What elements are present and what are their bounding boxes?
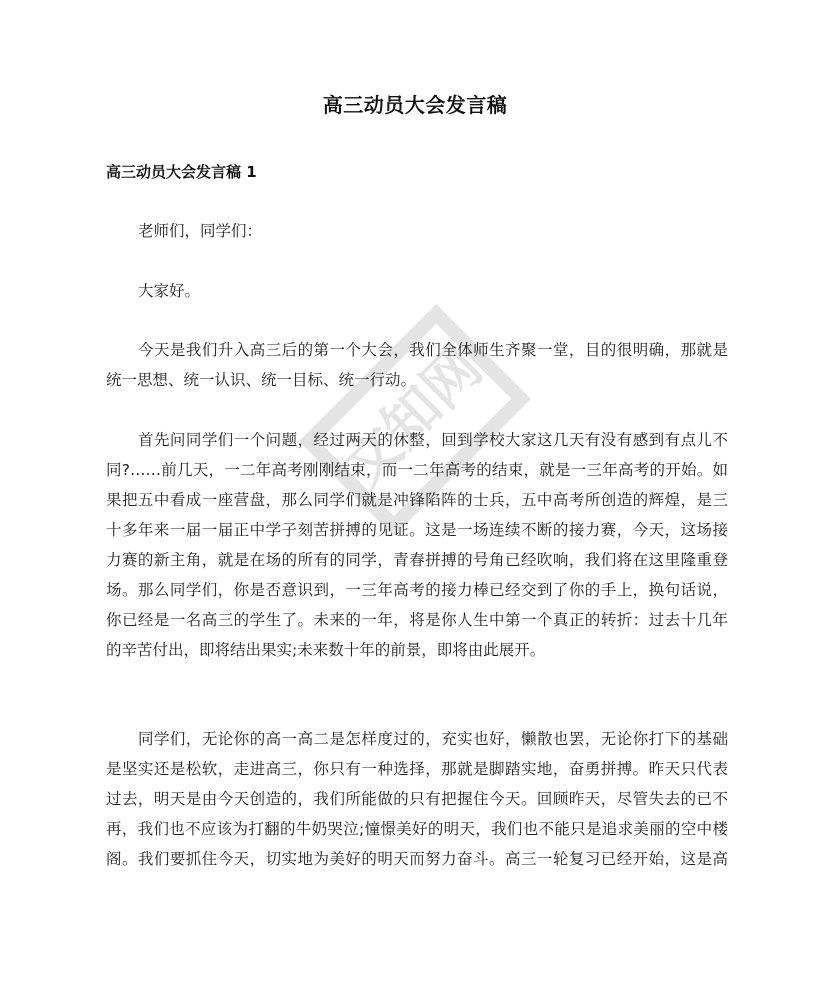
- paragraph-salutation: [106, 216, 728, 246]
- paragraph-line: 十多年来一届一届正中学子刻苦拼搏的见证。这是一场连续不断的接力赛，今天，这场接: [106, 521, 728, 539]
- paragraph-line: 阁。我们要抓住今天，切实地为美好的明天而努力奋斗。高三一轮复习已经开始，这是高: [106, 850, 728, 868]
- paragraph-line: 统一思想、统一认识、统一目标、统一行动。: [106, 371, 417, 389]
- section-heading: 高三动员大会发言稿 1: [106, 163, 257, 181]
- paragraph-choice: [106, 724, 728, 874]
- paragraph-line: 首先问同学们一个问题，经过两天的休整，回到学校大家这几天有没有感到有点儿不: [138, 431, 728, 449]
- paragraph-line: 老师们，同学们：: [138, 222, 263, 240]
- paragraph-line: 你已经是一名高三的学生了。未来的一年，将是你人生中第一个真正的转折：过去十几年: [106, 611, 728, 629]
- paragraph-line: 场。那么同学们，你是否意识到，一三年高考的接力棒已经交到了你的手上，换句话说，: [106, 581, 728, 599]
- paragraph-line: 力赛的新主角，就是在场的所有的同学，青春拼搏的号角已经吹响，我们将在这里隆重登: [106, 551, 728, 569]
- paragraph-greeting: [106, 276, 728, 306]
- paragraph-opening: [106, 335, 728, 395]
- paragraph-line: 的辛苦付出，即将结出果实;未来数十年的前景，即将由此展开。: [106, 641, 546, 659]
- document-title: 高三动员大会发言稿: [322, 93, 508, 117]
- paragraph-line: 同?……前几天，一二年高考刚刚结束，而一二年高考的结束，就是一三年高考的开始。如: [106, 461, 728, 479]
- paragraph-line: 同学们，无论你的高一高二是怎样度过的，充实也好，懒散也罢，无论你打下的基础: [138, 730, 728, 748]
- paragraph-line: 再，我们也不应该为打翻的牛奶哭泣;憧憬美好的明天，我们也不能只是追求美丽的空中楼: [106, 820, 728, 838]
- paragraph-line: 是坚实还是松软，走进高三，你只有一种选择，那就是脚踏实地，奋勇拼搏。昨天只代表: [106, 760, 728, 778]
- paragraph-line: 大家好。: [138, 282, 201, 300]
- paragraph-line: 过去，明天是由今天创造的，我们所能做的只有把握住今天。回顾昨天，尽管失去的已不: [106, 790, 728, 808]
- paragraph-line: 果把五中看成一座营盘，那么同学们就是冲锋陷阵的士兵，五中高考所创造的辉煌，是三: [106, 491, 728, 509]
- paragraph-line: 今天是我们升入高三后的第一个大会，我们全体师生齐聚一堂，目的很明确，那就是: [138, 341, 728, 359]
- paragraph-question: [106, 425, 728, 665]
- svg-text:文知网: 文知网: [330, 335, 495, 500]
